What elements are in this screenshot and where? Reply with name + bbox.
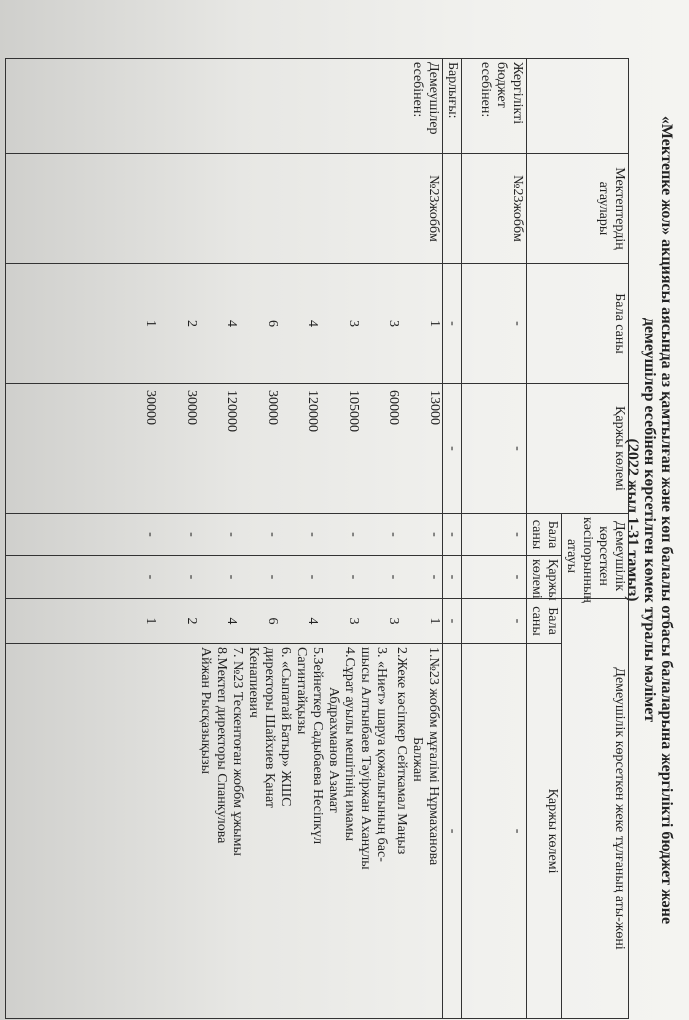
total-org-amount: - [443,556,462,599]
sponsor-children-value: 4 [224,320,240,327]
header-school-names: Мектептердің атаулары [527,154,629,264]
sponsor-amount-value: 120000 [305,390,321,432]
local-amount: - [462,384,527,514]
sponsor-children-value: 1 [427,320,442,327]
total-person-children: - [443,599,462,644]
local-school: №23жоббм [462,154,527,264]
local-org-amount: - [462,556,527,599]
sponsor-label: Демеушілер есебінен: [6,59,443,154]
sponsor-org-children-value: - [427,532,442,537]
sponsor-person-children-value: 4 [224,617,240,625]
sponsor-org-children-value: - [345,532,361,537]
sponsor-person-children-value: 3 [386,617,402,625]
sponsor-children-value: 2 [183,320,199,327]
sponsor-org-amount-value: - [427,574,442,580]
sponsor-person-line: 3. «Ниет» шаруа қожалығының бас- [374,647,389,862]
header-org-children: Бала саны [527,514,562,556]
sponsor-person-line: директоры Шайхиев Қанат [262,647,277,808]
local-person-children: - [462,599,527,644]
document-title [624,70,675,970]
sponsor-persons-list [6,644,443,1019]
sponsor-org-amount-value: - [264,574,280,580]
sponsor-amount-value: 120000 [224,390,240,432]
total-amount: - [443,384,462,514]
sponsor-person-children-value: 4 [305,617,321,625]
sponsor-amount-value: 30000 [264,390,280,425]
header-row-1 [562,59,629,1019]
sponsor-person-line: 2.Жеке кәсіпкер Сейткамал Маңыз [394,647,409,855]
sponsor-amount-cell [6,384,443,514]
sponsor-amount-value: 30000 [183,390,199,425]
total-person-amount: - [443,644,462,1019]
sponsor-org-amount-cell [6,556,443,599]
sponsor-person-line: Сагинтайқызы [294,647,309,735]
sponsor-person-line: Кенапиевич [246,647,261,718]
sponsor-person-children-value: 1 [427,617,442,625]
sponsor-person-line: 1.№23 жоббм мұғалімі Нұрмаханова [426,647,441,866]
sponsor-person-children-cell [6,599,443,644]
local-person-amount: - [462,644,527,1019]
title-line-1: «Мектепке жол» акциясы аясында аз қамтылған және көп балалы отбасы балаларына жергілікті бюджет және [658,115,675,925]
header-sponsor-person: Демеушілік көрсеткен жеке тұлғаның аты-жөні [562,599,629,1019]
sponsor-org-children-value: - [143,532,159,537]
total-label: Барлығы: [443,59,462,154]
header-person-children: Бала саны [527,599,562,644]
row-total [443,59,462,1019]
sponsor-org-children-value: - [224,532,240,537]
sponsor-person-children-value: 3 [345,617,361,625]
sponsor-person-children-value: 2 [183,617,199,625]
total-school [443,154,462,264]
total-org-children: - [443,514,462,556]
sponsor-amount-value: 60000 [386,390,402,425]
sponsor-org-amount-value: - [386,574,402,580]
sponsor-children-value: 3 [345,320,361,327]
header-amount: Қаржы көлемі [527,384,629,514]
header-sponsor-org: Демеушілік көрсеткен кәсіпорынның атауы [562,514,629,599]
sponsor-org-children-value: - [305,532,321,537]
sponsor-children-value: 4 [305,320,321,327]
sponsor-org-amount-value: - [345,574,361,580]
sponsor-org-amount-value: - [183,574,199,580]
sponsor-children-value: 1 [143,320,159,327]
sponsor-school: №23жоббм [6,154,443,264]
sponsor-person-line: 5.Зейнеткер Садыбаева Несіпкүл [310,647,325,845]
sponsor-children-value: 3 [386,320,402,327]
sponsor-org-children-cell [6,514,443,556]
aid-table [5,58,629,1019]
sponsor-person-line: 6. «Сыпатай Батыр» ЖШС [278,647,293,807]
sponsor-org-amount-value: - [143,574,159,580]
sponsor-org-children-value: - [264,532,280,537]
sponsor-person-children-value: 6 [264,617,280,625]
local-children: - [462,264,527,384]
sponsor-org-amount-value: - [224,574,240,580]
sponsor-children-cell [6,264,443,384]
sponsor-org-amount-value: - [305,574,321,580]
total-children: - [443,264,462,384]
sponsor-person-children-value: 1 [143,617,159,625]
sponsor-children-value: 6 [264,320,280,327]
sponsor-person-line: 8.Мектеп директоры Спанкулова [214,647,229,844]
sponsor-org-children-value: - [183,532,199,537]
sponsor-amount-value: 13000 [427,390,442,425]
row-sponsors [6,59,443,1019]
sponsor-person-line: 4.Сұрат ауылы мешітінің имамы [342,647,357,841]
sponsor-person-line: Абдрахманов Азамат [326,687,341,813]
title-line-3: (2022 жыл 1-31 тамыз) [624,438,641,602]
sponsor-person-line: Балжан [410,737,425,782]
header-person-amount: Қаржы көлемі [527,644,562,1019]
sponsor-amount-value: 30000 [143,390,159,425]
title-line-2: демеушілер есебінен көрсетілген көмек туралы мәлімет [641,317,658,723]
sponsor-org-children-value: - [386,532,402,537]
local-label: Жергілікті бюджет есебінен: [462,59,527,154]
header-blank [527,59,629,154]
sponsor-person-line: 7. №23 Тескентоған жоббм ұжымы [230,647,245,856]
sponsor-person-line: шысы Алтынбаев Тәуіржан Аханұлы [358,647,373,870]
row-local-budget [462,59,527,1019]
sponsor-person-line: Айжан Рысқазықызы [198,647,213,774]
local-org-children: - [462,514,527,556]
header-org-amount: Қаржы көлемі [527,556,562,599]
header-child-count: Бала саны [527,264,629,384]
sponsor-amount-value: 105000 [345,390,361,432]
